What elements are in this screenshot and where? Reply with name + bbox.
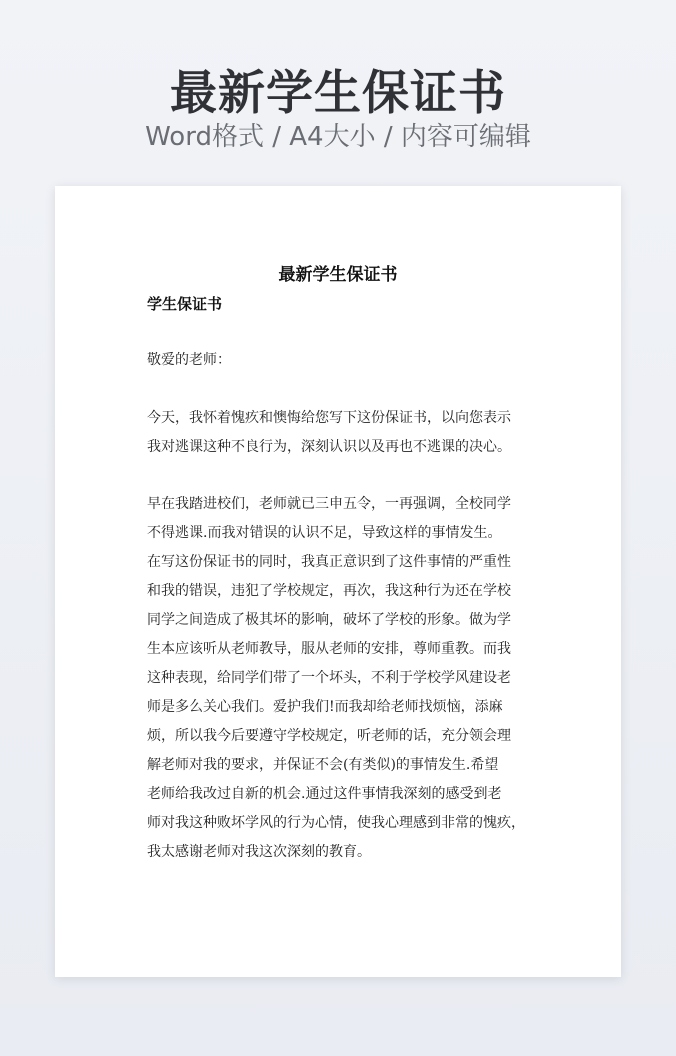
text-line: 我对逃课这种不良行为，深刻认识以及再也不逃课的决心。: [147, 439, 511, 455]
text-line: 老师给我改过自新的机会.通过这件事情我深刻的感受到老: [147, 786, 502, 802]
document-title: 最新学生保证书: [278, 265, 398, 285]
paragraph-intro: [147, 404, 567, 462]
document-heading: 学生保证书: [147, 295, 223, 313]
text-line: 烦，所以我今后要遵守学校规定，听老师的话，充分领会理: [147, 728, 511, 744]
document-page: [55, 186, 621, 977]
text-line: 我太感谢老师对我这次深刻的教育。: [147, 844, 371, 860]
banner-subtitle: Word格式 / A4大小 / 内容可编辑: [145, 122, 531, 152]
text-line: 同学之间造成了极其坏的影响，破坏了学校的形象。做为学: [147, 612, 511, 628]
text-line: 和我的错误，违犯了学校规定，再次，我这种行为还在学校: [147, 583, 511, 599]
paragraph-body: [147, 490, 567, 867]
text-line: 师是多么关心我们。爱护我们!而我却给老师找烦恼，添麻: [147, 699, 503, 715]
text-line: 今天，我怀着愧疚和懊悔给您写下这份保证书，以向您表示: [147, 410, 511, 426]
text-line: 不得逃课.而我对错误的认识不足，导致这样的事情发生。: [147, 525, 502, 541]
text-line: 在写这份保证书的同时，我真正意识到了这件事情的严重性: [147, 554, 511, 570]
text-line: 师对我这种败坏学风的行为心情，使我心理感到非常的愧疚，: [147, 815, 525, 831]
text-line: 解老师对我的要求，并保证不会(有类似)的事情发生.希望: [147, 757, 499, 773]
text-line: 生本应该听从老师教导，服从老师的安排，尊师重教。而我: [147, 641, 511, 657]
banner-title: 最新学生保证书: [170, 66, 506, 121]
text-line: 这种表现，给同学们带了一个坏头，不利于学校学风建设老: [147, 670, 511, 686]
salutation: 敬爱的老师：: [147, 352, 231, 368]
text-line: 早在我踏进校们，老师就已三申五令，一再强调，全校同学: [147, 496, 511, 512]
